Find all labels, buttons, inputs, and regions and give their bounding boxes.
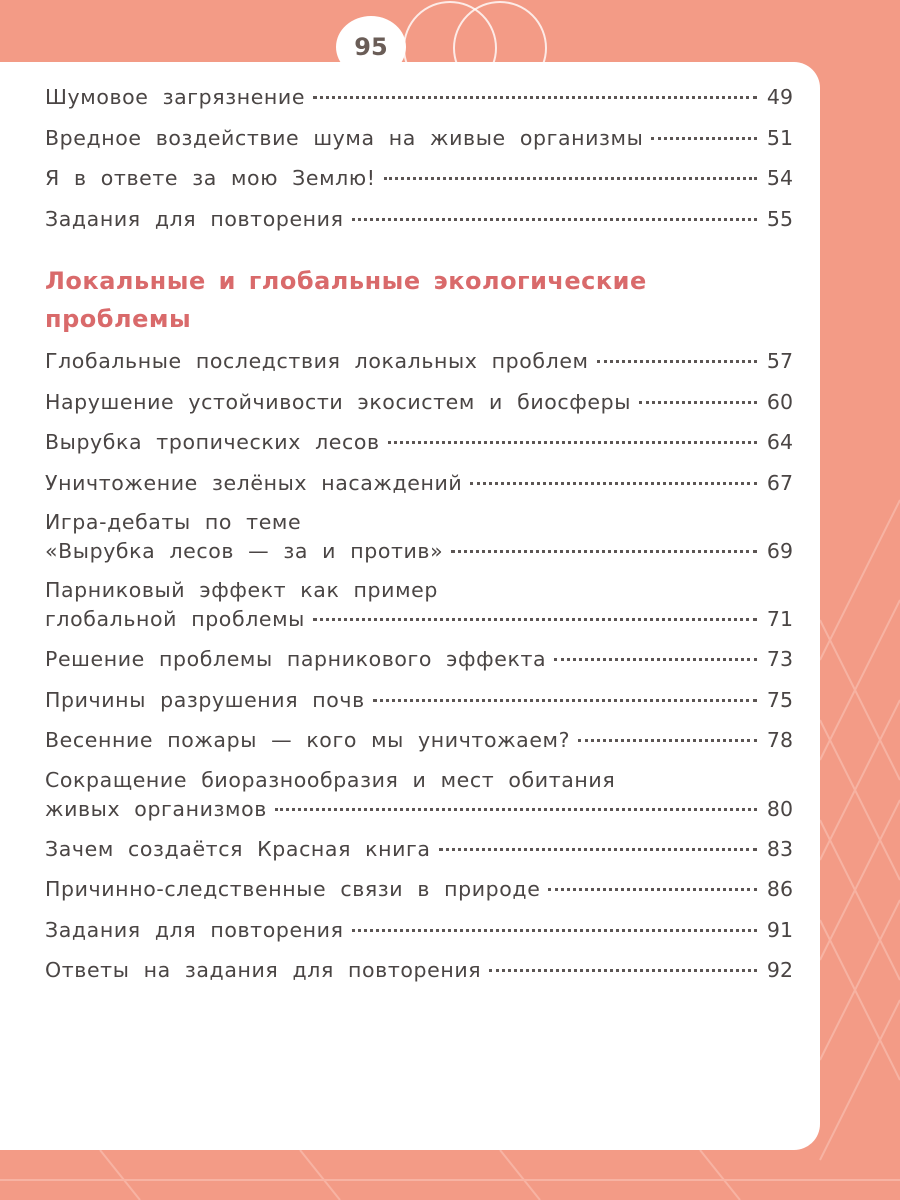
toc-entry-title-line2: глобальной проблемы (45, 607, 305, 631)
toc-entry-title: Нарушение устойчивости экосистем и биосферы (45, 389, 631, 414)
toc-entry-last-line (45, 605, 793, 633)
dot-leader (439, 848, 757, 851)
toc-entry-title-line2: живых организмов (45, 796, 267, 821)
toc-entry-title: Зачем создаётся Красная книга (45, 836, 431, 861)
toc-entry[interactable] (45, 508, 793, 565)
toc-entry-page: 51 (766, 125, 793, 150)
toc-entry-page: 78 (766, 728, 793, 752)
toc-entry-title: Шумовое загрязнение (45, 85, 306, 109)
dot-leader (639, 401, 757, 404)
section-heading-line: проблемы (45, 305, 192, 333)
dot-leader (313, 618, 757, 621)
toc-entry-title: Вредное воздействие шума на живые организмы (45, 125, 644, 150)
toc-entry[interactable] (45, 874, 793, 915)
dot-leader (275, 808, 757, 811)
toc-entry-last-line (45, 795, 793, 823)
toc-entry[interactable] (45, 766, 793, 823)
toc-entry-page: 91 (766, 917, 793, 942)
toc-entry-title: Уничтожение зелёных насаждений (45, 470, 463, 495)
toc-entry-page: 73 (766, 647, 793, 671)
section-heading-line: Локальные и глобальные экологические (45, 267, 647, 295)
table-of-contents (45, 82, 793, 996)
toc-entry[interactable] (45, 427, 793, 468)
toc-entry-title: Вырубка тропических лесов (45, 430, 380, 454)
dot-leader (651, 137, 757, 140)
dot-leader (451, 550, 757, 553)
toc-entry-page: 71 (766, 607, 793, 631)
toc-entry-page: 67 (766, 470, 793, 495)
toc-entry-title-line1: Парниковый эффект как пример (45, 578, 438, 602)
toc-entry[interactable] (45, 834, 793, 875)
toc-entry-page: 92 (766, 958, 793, 982)
toc-entry[interactable] (45, 163, 793, 204)
toc-entry-title-line2: «Вырубка лесов — за и против» (45, 539, 444, 563)
toc-entry[interactable] (45, 644, 793, 685)
toc-entry-title: Ответы на задания для повторения (45, 958, 482, 982)
toc-entry[interactable] (45, 387, 793, 428)
toc-entry-last-line (45, 537, 793, 565)
toc-entry-title-line1: Игра-дебаты по теме (45, 510, 302, 534)
dot-leader (352, 218, 757, 221)
toc-entry-title: Решение проблемы парникового эффекта (45, 647, 547, 671)
toc-entry[interactable] (45, 576, 793, 633)
toc-entry-page: 64 (766, 430, 793, 454)
toc-entry[interactable] (45, 685, 793, 726)
dot-leader (597, 360, 757, 363)
toc-entry-page: 83 (766, 836, 793, 861)
toc-entry[interactable] (45, 468, 793, 509)
toc-entry-title: Я в ответе за мою Землю! (45, 166, 376, 190)
toc-entry-page: 75 (766, 687, 793, 712)
page-number: 95 (336, 16, 406, 78)
dot-leader (313, 96, 757, 99)
dot-leader (352, 929, 757, 932)
section-heading (45, 262, 793, 338)
dot-leader (373, 699, 757, 702)
toc-entry-page: 57 (766, 349, 793, 373)
toc-entry[interactable] (45, 204, 793, 245)
toc-entry-title: Задания для повторения (45, 917, 344, 942)
toc-entry-title: Причинно-следственные связи в природе (45, 877, 541, 901)
toc-entry-page: 55 (766, 206, 793, 231)
toc-entry[interactable] (45, 725, 793, 766)
toc-entry-title: Задания для повторения (45, 206, 344, 231)
dot-leader (470, 482, 757, 485)
dot-leader (384, 177, 757, 180)
dot-leader (489, 969, 757, 972)
toc-entry-page: 69 (766, 539, 793, 563)
toc-entry-title: Причины разрушения почв (45, 687, 365, 712)
toc-entry[interactable] (45, 346, 793, 387)
toc-entry-title-line1: Сокращение биоразнообразия и мест обитания (45, 767, 616, 792)
dot-leader (388, 441, 757, 444)
toc-entry-page: 54 (766, 166, 793, 190)
dot-leader (578, 739, 757, 742)
toc-entry-page: 80 (766, 796, 793, 821)
toc-entry-page: 60 (766, 389, 793, 414)
toc-entry[interactable] (45, 915, 793, 956)
toc-entry-title: Весенние пожары — кого мы уничтожаем? (45, 728, 571, 752)
dot-leader (548, 888, 757, 891)
toc-entry-page: 49 (766, 85, 793, 109)
toc-entry-title: Глобальные последствия локальных проблем (45, 349, 589, 373)
toc-entry[interactable] (45, 955, 793, 996)
toc-entry[interactable] (45, 123, 793, 164)
toc-entry[interactable] (45, 82, 793, 123)
dot-leader (554, 658, 757, 661)
toc-entry-page: 86 (766, 877, 793, 901)
